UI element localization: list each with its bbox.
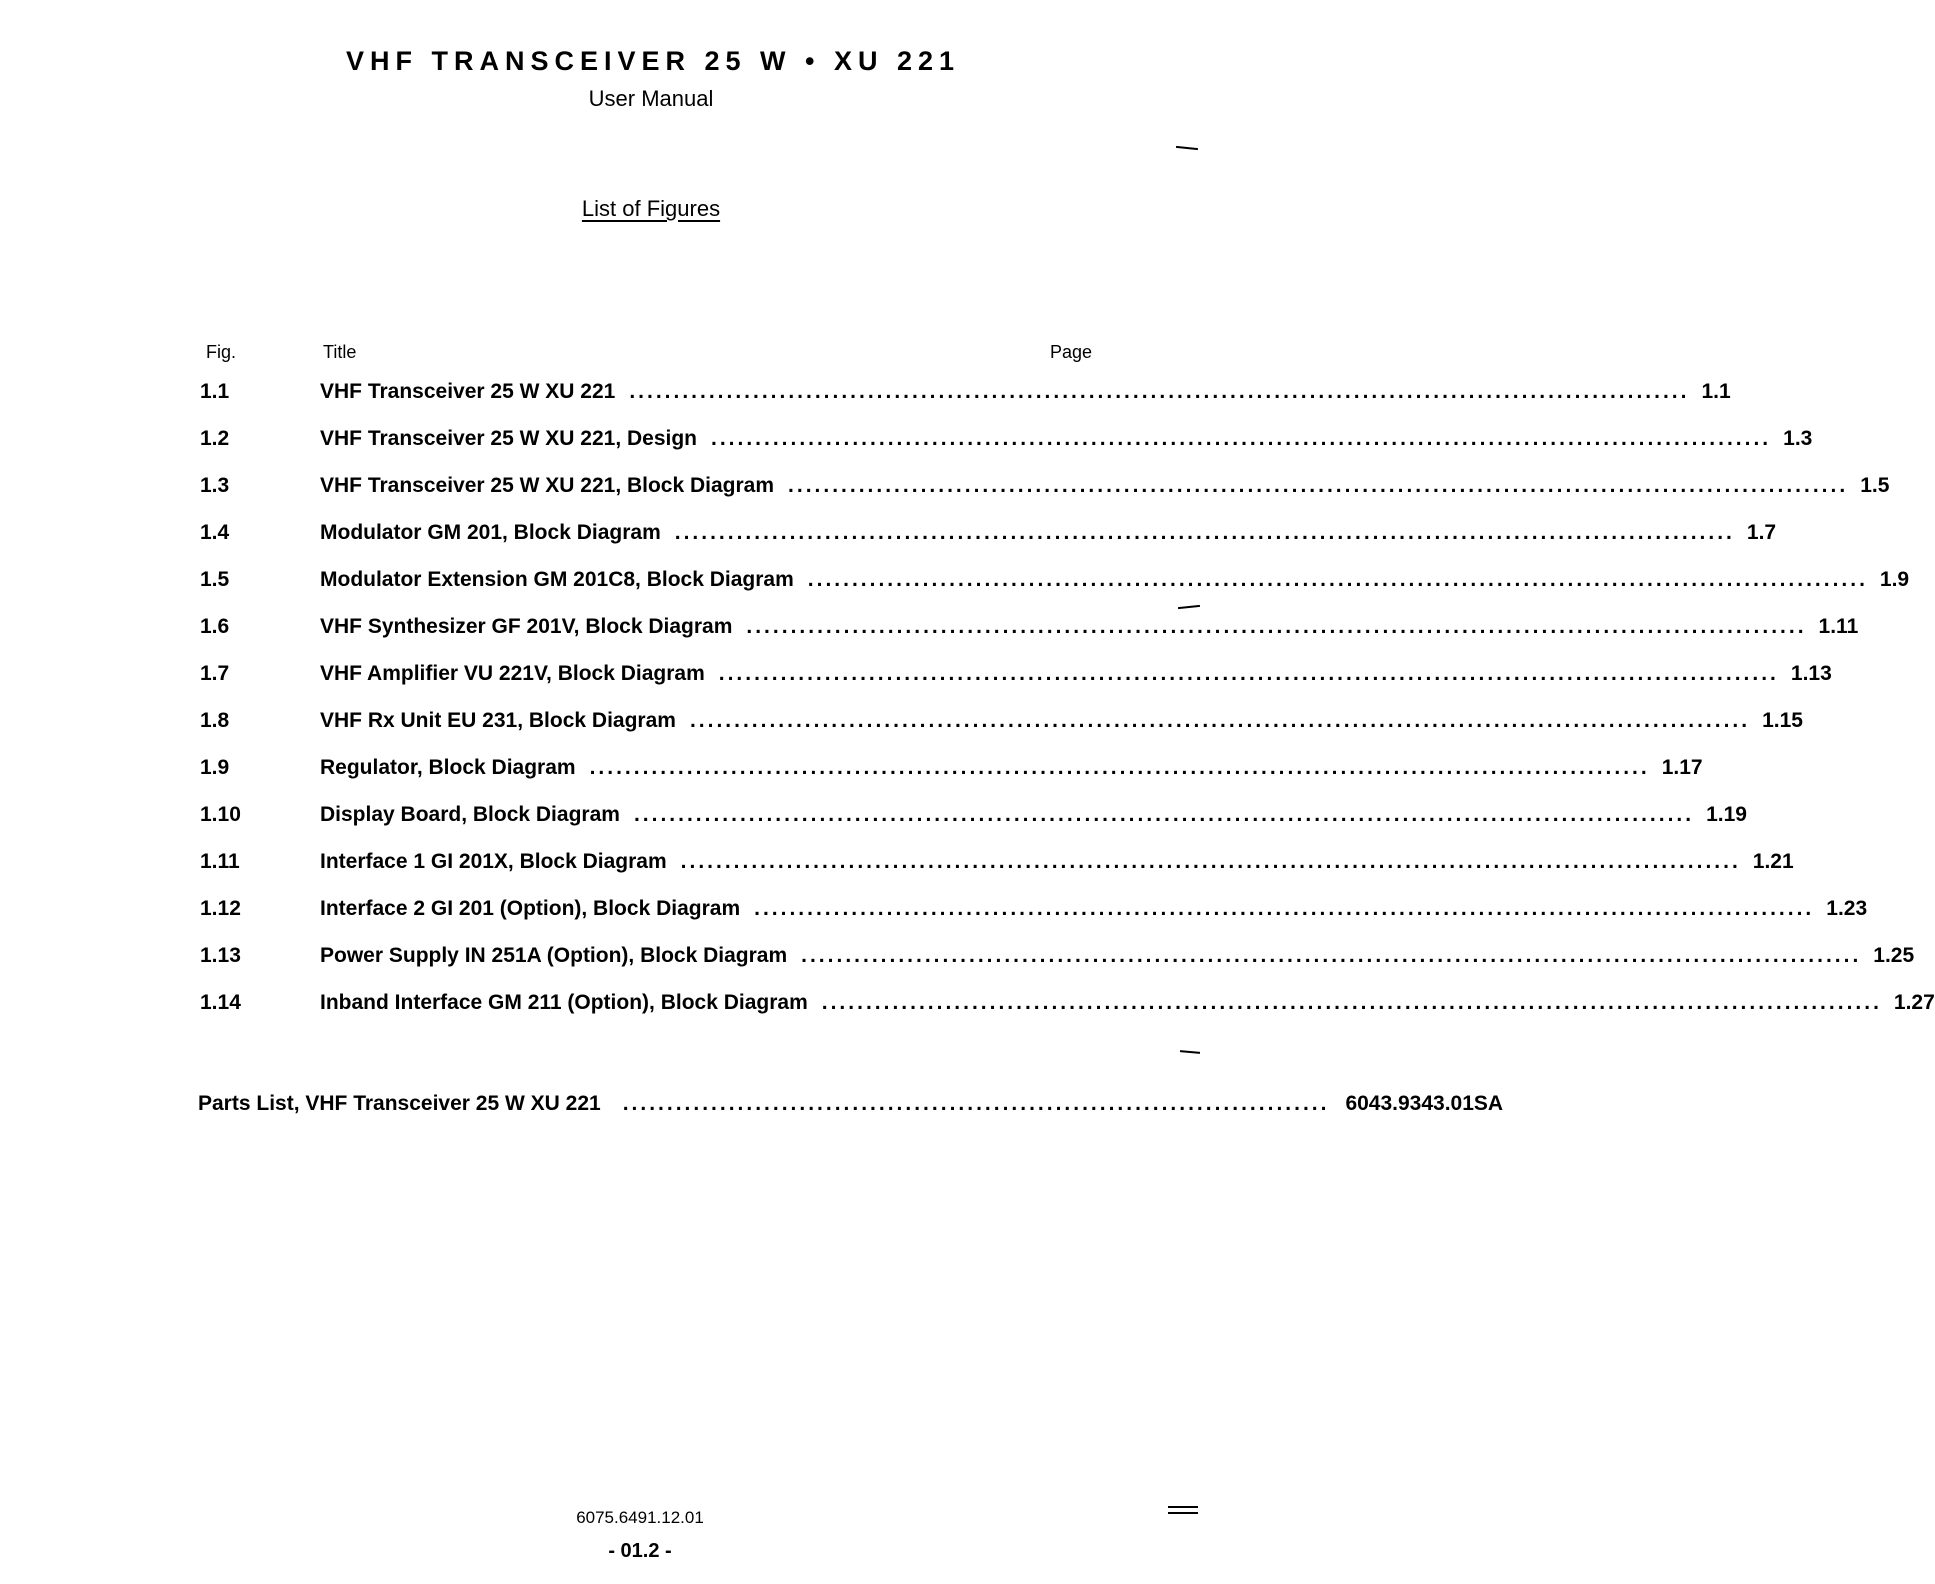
figure-title: Regulator, Block Diagram [320,756,576,779]
figure-page: 1.11 [1818,615,1859,638]
figure-title: Interface 2 GI 201 (Option), Block Diagram [320,897,741,920]
figure-title: Display Board, Block Diagram [320,803,620,826]
dot-leader: ........................................................................................................................ [711,427,1772,450]
figure-number: 1.6 [200,615,230,638]
document-title: VHF TRANSCEIVER 25 W • XU 221 [345,46,961,76]
figure-page: 1.3 [1783,427,1813,450]
list-of-figures-heading: List of Figures [581,196,721,221]
figure-number: 1.3 [200,474,230,497]
figure-title: VHF Amplifier VU 221V, Block Diagram [320,662,705,685]
dot-leader: ........................................................................................................................ [821,991,1882,1014]
figure-number: 1.2 [200,427,230,450]
figure-page: 1.5 [1860,474,1890,497]
figure-title: VHF Transceiver 25 W XU 221 [320,380,616,403]
dot-leader: ........................................................................................................................ [801,944,1862,967]
figure-row [200,756,1703,803]
figure-page: 1.21 [1752,850,1794,873]
dot-leader: ........................................................................................................................ [589,756,1650,779]
figure-row [200,380,1731,427]
document-number: 6075.6491.12.01 [576,1508,704,1527]
figure-row [200,521,1777,568]
figure-title: Modulator Extension GM 201C8, Block Diagram [320,568,794,591]
figure-title: VHF Transceiver 25 W XU 221, Block Diagram [320,474,775,497]
figure-row [200,897,1868,944]
figure-page: 1.25 [1873,944,1915,967]
parts-list-label: Parts List, VHF Transceiver 25 W XU 221 [198,1092,601,1115]
dot-leader: ........................................................................................................................ [788,474,1849,497]
parts-list-entry [198,1092,1504,1116]
figure-row [200,709,1803,756]
figure-number: 1.13 [200,944,241,967]
column-header-title: Title [323,342,357,362]
figure-title: VHF Transceiver 25 W XU 221, Design [320,427,697,450]
margin-mark [1180,1050,1200,1054]
figure-number: 1.5 [200,568,230,591]
figure-row [200,803,1747,850]
parts-list-reference: 6043.9343.01SA [1345,1092,1504,1115]
figure-page: 1.13 [1790,662,1832,685]
figure-number: 1.8 [200,709,230,732]
figure-title: Inband Interface GM 211 (Option), Block Diagram [320,991,808,1014]
figure-row [200,568,1910,615]
figure-page: 1.27 [1893,991,1935,1014]
figure-row [200,615,1859,662]
dot-leader: ................................................................................ [622,1092,1330,1115]
margin-mark [1168,1506,1198,1508]
figure-number: 1.7 [200,662,230,685]
figure-number: 1.4 [200,521,230,544]
figure-row [200,427,1813,474]
dot-leader: ........................................................................................................................ [807,568,1868,591]
figure-page: 1.1 [1701,380,1731,403]
figure-page: 1.23 [1826,897,1868,920]
figure-row [200,944,1915,991]
figure-number: 1.9 [200,756,230,779]
figure-row [200,662,1832,709]
figure-title: Interface 1 GI 201X, Block Diagram [320,850,667,873]
figure-number: 1.14 [200,991,241,1014]
dot-leader: ........................................................................................................................ [629,380,1690,403]
figure-page: 1.17 [1661,756,1703,779]
column-header-fig: Fig. [206,342,237,362]
figure-title: Power Supply IN 251A (Option), Block Diagram [320,944,788,967]
figure-number: 1.11 [200,850,240,873]
figure-number: 1.1 [200,380,230,403]
figure-title: Modulator GM 201, Block Diagram [320,521,661,544]
page-number: - 01.2 - [608,1540,672,1562]
figure-row [200,474,1890,521]
margin-mark [1168,1512,1198,1514]
document-subtitle: User Manual [588,86,714,111]
dot-leader: ........................................................................................................................ [718,662,1779,685]
figure-title: VHF Synthesizer GF 201V, Block Diagram [320,615,733,638]
dot-leader: ........................................................................................................................ [674,521,1735,544]
figure-page: 1.19 [1706,803,1747,826]
figure-page: 1.15 [1762,709,1803,732]
figure-list [200,380,1935,1038]
margin-mark [1178,605,1200,609]
figure-title: VHF Rx Unit EU 231, Block Diagram [320,709,676,732]
figure-row [200,850,1794,897]
dot-leader: ........................................................................................................................ [680,850,1741,873]
column-header-page: Page [1050,342,1093,362]
figure-page: 1.9 [1879,568,1910,591]
dot-leader: ........................................................................................................................ [633,803,1695,826]
figure-page: 1.7 [1746,521,1777,544]
dot-leader: ........................................................................................................................ [689,709,1751,732]
dot-leader: ........................................................................................................................ [746,615,1807,638]
figure-number: 1.12 [200,897,241,920]
dot-leader: ........................................................................................................................ [754,897,1815,920]
margin-mark [1176,146,1198,150]
figure-number: 1.10 [200,803,241,826]
figure-row [200,991,1935,1038]
